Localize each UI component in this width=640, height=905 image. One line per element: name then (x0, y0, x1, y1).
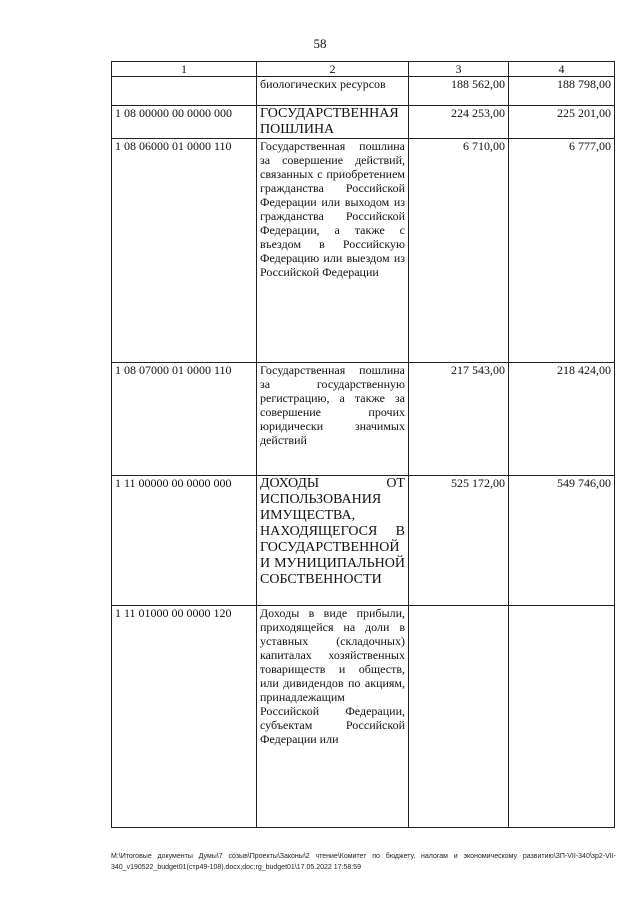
column-header-4: 4 (509, 62, 615, 77)
column-header-3: 3 (409, 62, 509, 77)
table-row (112, 77, 615, 106)
row-value-col4: 6 777,00 (509, 139, 615, 363)
column-header-1: 1 (112, 62, 257, 77)
row-value-col3 (409, 606, 509, 828)
table-row (112, 106, 615, 139)
row-code: 1 11 00000 00 0000 000 (112, 476, 257, 606)
row-name: Доходы в виде прибыли, приходящейся на доли в уставных (складочных) капиталах хозяйственных товариществ и обществ, или дивидендов по акциям, принадлежащим Российской Федерации, субъектам Российской Федерации или (257, 606, 409, 828)
row-name: ДОХОДЫ ОТ ИСПОЛЬЗОВАНИЯ ИМУЩЕСТВА, НАХОДЯЩЕГОСЯ В ГОСУДАРСТВЕННОЙ И МУНИЦИПАЛЬНОЙ СОБСТВЕННОСТИ (257, 476, 409, 606)
budget-table (111, 61, 615, 828)
row-name: ГОСУДАРСТВЕННАЯ ПОШЛИНА (257, 106, 409, 139)
row-value-col4: 188 798,00 (509, 77, 615, 106)
row-value-col4: 225 201,00 (509, 106, 615, 139)
row-value-col3: 6 710,00 (409, 139, 509, 363)
row-value-col4: 218 424,00 (509, 363, 615, 476)
row-code: 1 08 06000 01 0000 110 (112, 139, 257, 363)
row-value-col3: 217 543,00 (409, 363, 509, 476)
column-header-2: 2 (257, 62, 409, 77)
row-code: 1 11 01000 00 0000 120 (112, 606, 257, 828)
table-row (112, 606, 615, 828)
document-file-path-footer: M:\Итоговые документы Думы\7 созыв\Проекты\Законы\2 чтение\Комитет по бюджету, налогам и экономическому развитию\ЗП-VII-340\зр2-VII-340_v190522_budget01(стр49-108).docx;doc;rg_budget01\17.05.2022 17:58:59 (111, 853, 616, 871)
row-code (112, 77, 257, 106)
table-row (112, 476, 615, 606)
row-name: биологических ресурсов (257, 77, 409, 106)
row-value-col4: 549 746,00 (509, 476, 615, 606)
row-value-col3: 525 172,00 (409, 476, 509, 606)
table-row (112, 139, 615, 363)
table-header-row (112, 62, 615, 77)
row-value-col3: 224 253,00 (409, 106, 509, 139)
row-value-col4 (509, 606, 615, 828)
row-code: 1 08 07000 01 0000 110 (112, 363, 257, 476)
row-name: Государственная пошлина за совершение действий, связанных с приобретением гражданства Российской Федерации или выходом из гражданства Российской Федерации, а также с въездом в Российскую Федерацию или выездом из Российской Федерации (257, 139, 409, 363)
row-value-col3: 188 562,00 (409, 77, 509, 106)
page-number: 58 (313, 36, 327, 51)
row-code: 1 08 00000 00 0000 000 (112, 106, 257, 139)
table-row (112, 363, 615, 476)
row-name: Государственная пошлина за государственную регистрацию, а также за совершение прочих юридически значимых действий (257, 363, 409, 476)
